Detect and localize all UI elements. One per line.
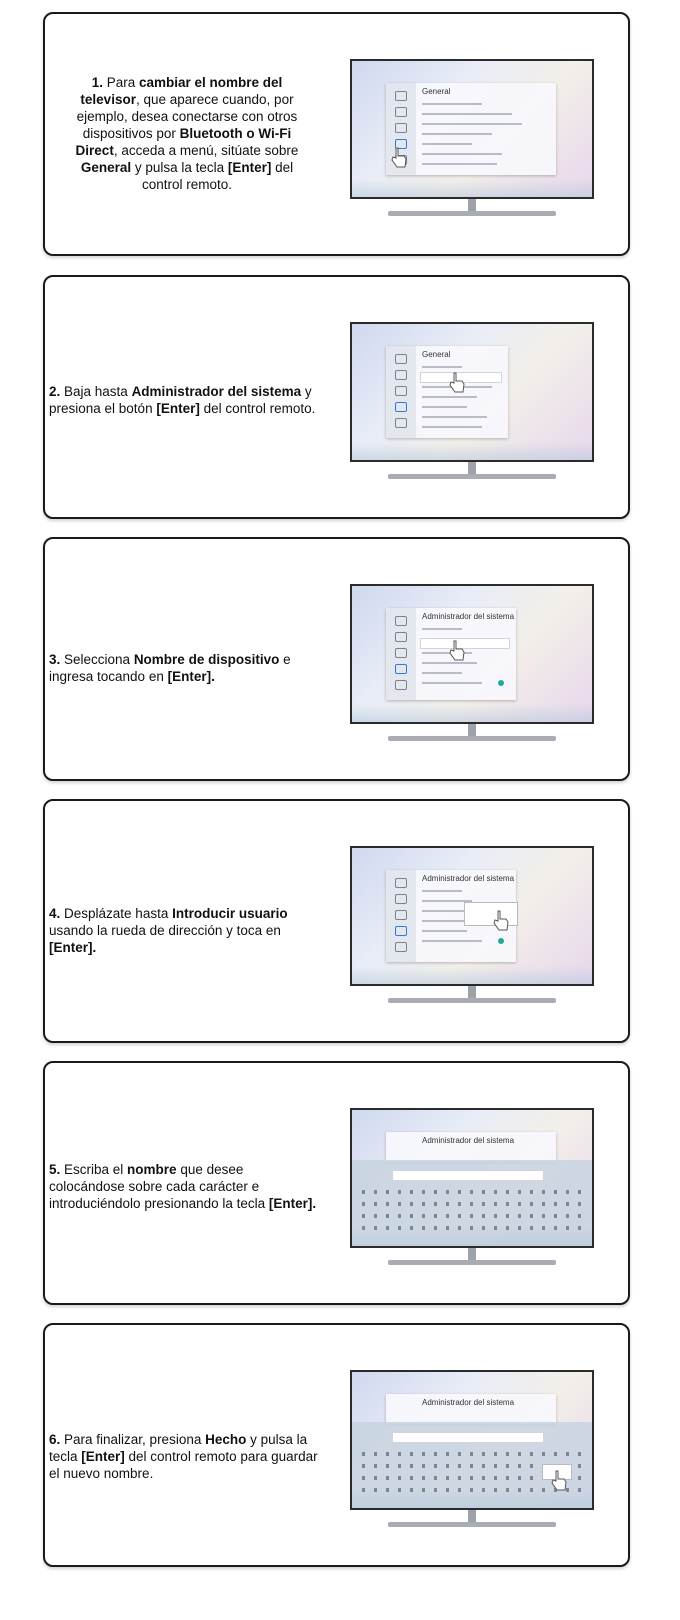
step-text-segment: y pulsa la tecla — [49, 1432, 308, 1464]
step-number: 3. — [49, 652, 61, 667]
menu-item — [422, 103, 482, 105]
menu-title: General — [422, 350, 451, 359]
menu-item — [422, 113, 512, 115]
menu-item — [422, 940, 482, 942]
on-screen-keyboard — [352, 1422, 592, 1508]
step-text-segment: e ingresa tocando en — [49, 652, 291, 684]
picture-icon — [395, 91, 407, 101]
broadcast-icon — [395, 386, 407, 396]
step-text-segment: Para finalizar, presiona — [60, 1432, 206, 1447]
step-text-segment: [Enter]. — [49, 940, 97, 955]
step-6-text — [49, 1431, 319, 1482]
tv-stand-base — [388, 736, 556, 741]
step-card-1 — [43, 12, 630, 256]
step-text-segment: Selecciona — [60, 652, 134, 667]
tv-illustration — [350, 846, 594, 1026]
step-3-text — [49, 651, 319, 685]
step-text-segment: y presiona el botón — [49, 384, 312, 416]
tv-illustration — [350, 1370, 594, 1550]
pointing-hand-icon — [448, 640, 466, 662]
menu-item — [422, 153, 502, 155]
tv-stand-base — [388, 1260, 556, 1265]
settings-menu — [386, 1132, 556, 1162]
menu-item — [422, 396, 477, 398]
step-text-segment: cambiar el nombre del televisor — [80, 75, 283, 107]
sound-icon — [395, 632, 407, 642]
keyboard-row — [362, 1226, 582, 1230]
menu-title: Administrador del sistema — [422, 612, 515, 621]
menu-item — [422, 426, 482, 428]
step-5-text — [49, 1161, 319, 1212]
step-4-text — [49, 905, 319, 956]
pointing-hand-icon — [492, 910, 510, 932]
step-text-segment: Administrador del sistema — [131, 384, 302, 399]
menu-item — [422, 672, 462, 674]
tv-screen — [350, 59, 594, 199]
step-text-segment: Nombre de dispositivo — [133, 652, 280, 667]
pointing-hand-icon — [550, 1470, 568, 1492]
menu-title: General — [422, 87, 451, 96]
step-1-text — [63, 74, 311, 193]
step-text-segment: nombre — [127, 1162, 177, 1177]
menu-item — [422, 163, 497, 165]
settings-menu — [386, 1394, 556, 1424]
step-text-segment: Bluetooth o Wi-Fi Direct — [75, 126, 292, 158]
menu-title: Administrador del sistema — [422, 1398, 515, 1407]
name-input — [392, 1170, 544, 1181]
tv-illustration — [350, 322, 594, 502]
step-text-segment: del control remoto para guardar el nuevo nombre. — [49, 1449, 318, 1481]
menu-sidebar — [386, 608, 416, 700]
keyboard-row — [362, 1202, 582, 1206]
step-card-3 — [43, 537, 630, 781]
step-2-text — [49, 383, 319, 417]
sound-icon — [395, 370, 407, 380]
step-text-segment: [Enter]. — [167, 669, 215, 684]
tv-stand-base — [388, 1522, 556, 1527]
tv-stand-base — [388, 998, 556, 1003]
step-text-segment: [Enter] — [81, 1449, 125, 1464]
sound-icon — [395, 107, 407, 117]
tv-illustration — [350, 59, 594, 239]
menu-sidebar — [386, 346, 416, 438]
step-text-segment: del control remoto. — [141, 160, 294, 192]
step-text-segment: del control remoto. — [199, 401, 316, 416]
menu-sidebar — [386, 870, 416, 962]
step-card-5 — [43, 1061, 630, 1305]
step-text-segment: Hecho — [205, 1432, 247, 1447]
settings-menu — [386, 346, 508, 438]
tv-illustration — [350, 584, 594, 764]
step-text-segment: [Enter] — [156, 401, 200, 416]
step-text-segment: que desee colocándose sobre cada carácter e introduciéndolo presionando la tecla — [49, 1162, 269, 1211]
menu-item — [422, 890, 462, 892]
step-text-segment: Introducir usuario — [172, 906, 288, 921]
menu-item — [422, 682, 482, 684]
name-input — [392, 1432, 544, 1443]
step-card-2 — [43, 275, 630, 519]
step-text-segment: Baja hasta — [60, 384, 132, 399]
picture-icon — [395, 354, 407, 364]
broadcast-icon — [395, 648, 407, 658]
tv-screen — [350, 1370, 594, 1510]
step-text-segment: Para — [102, 75, 139, 90]
tv-screen — [350, 584, 594, 724]
step-text-segment: , que aparece cuando, por ejemplo, desea conectarse con otros dispositivos por — [76, 92, 298, 141]
broadcast-icon — [395, 123, 407, 133]
support-icon — [395, 418, 407, 428]
step-text-segment: General — [80, 160, 132, 175]
step-text-segment: Desplázate hasta — [60, 906, 173, 921]
picture-icon — [395, 616, 407, 626]
menu-item — [422, 662, 477, 664]
tv-stand-base — [388, 474, 556, 479]
keyboard-row — [362, 1190, 582, 1194]
step-number: 4. — [49, 906, 61, 921]
menu-item — [422, 416, 487, 418]
menu-item — [422, 143, 472, 145]
keyboard-row — [362, 1488, 582, 1492]
step-number: 6. — [49, 1432, 61, 1447]
tv-screen — [350, 846, 594, 986]
keyboard-row — [362, 1452, 582, 1456]
general-icon — [395, 926, 407, 936]
tv-screen — [350, 1108, 594, 1248]
pointing-hand-icon — [448, 372, 466, 394]
step-number: 5. — [49, 1162, 61, 1177]
step-text-segment: usando la rueda de dirección y toca en — [49, 923, 281, 938]
menu-title: Administrador del sistema — [422, 1136, 515, 1145]
keyboard-row — [362, 1214, 582, 1218]
step-text-segment: Escriba el — [60, 1162, 128, 1177]
menu-item — [422, 930, 467, 932]
menu-item — [422, 366, 462, 368]
menu-item — [422, 133, 492, 135]
step-card-6 — [43, 1323, 630, 1567]
broadcast-icon — [395, 910, 407, 920]
step-number: 2. — [49, 384, 61, 399]
general-icon — [395, 402, 407, 412]
tv-stand-base — [388, 211, 556, 216]
pointing-hand-icon — [390, 147, 408, 169]
menu-title: Administrador del sistema — [422, 874, 515, 883]
toggle-indicator — [498, 680, 504, 686]
step-text-segment: [Enter]. — [268, 1196, 317, 1211]
step-text-segment: , acceda a menú, sitúate sobre — [113, 143, 299, 158]
step-text-segment: y pulsa la tecla — [131, 160, 228, 175]
sound-icon — [395, 894, 407, 904]
picture-icon — [395, 878, 407, 888]
support-icon — [395, 942, 407, 952]
toggle-indicator — [498, 938, 504, 944]
menu-item — [422, 406, 467, 408]
tv-screen — [350, 322, 594, 462]
general-icon — [395, 664, 407, 674]
menu-item — [422, 123, 522, 125]
step-card-4 — [43, 799, 630, 1043]
on-screen-keyboard — [352, 1160, 592, 1246]
settings-menu — [386, 83, 556, 175]
step-text-segment: [Enter] — [227, 160, 272, 175]
menu-item — [422, 628, 462, 630]
tv-illustration — [350, 1108, 594, 1288]
step-number: 1. — [91, 75, 103, 90]
support-icon — [395, 680, 407, 690]
